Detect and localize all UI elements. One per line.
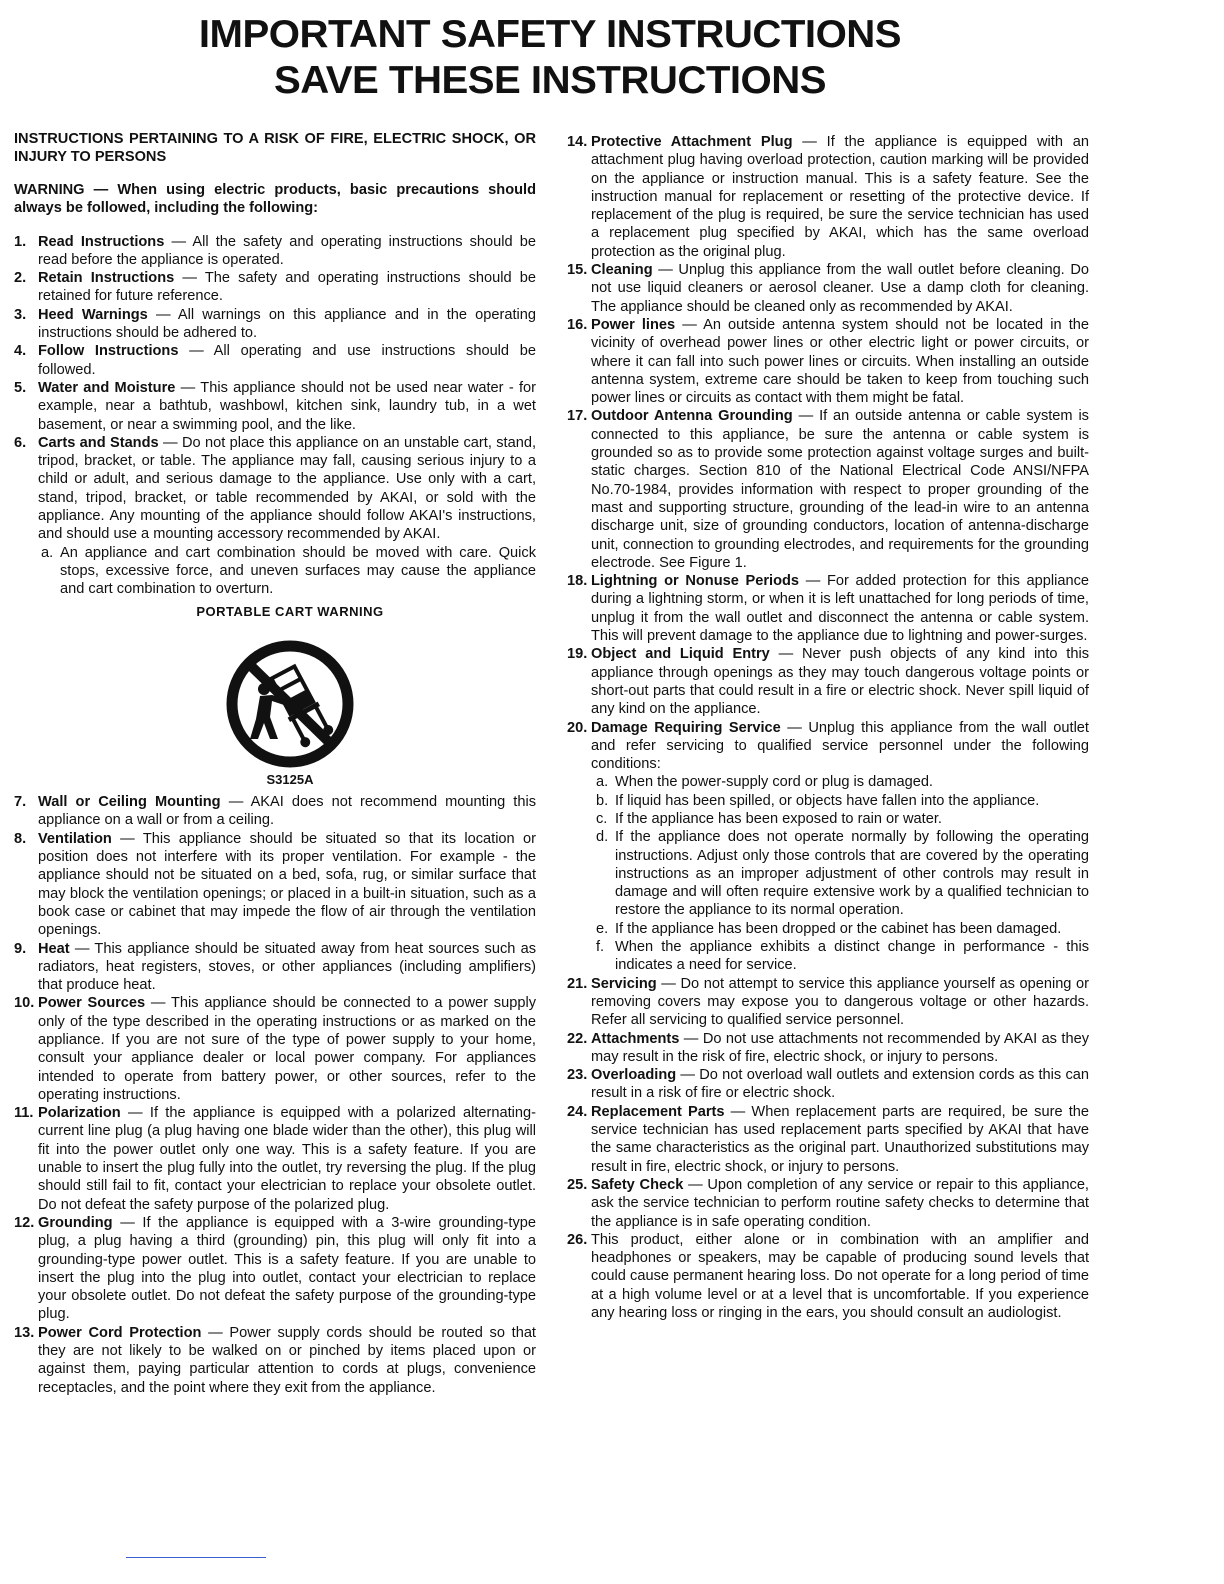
item-text: — This appliance should not be used near water - for example, near a bathtub, washbowl, kitchen sink, laundry tub, in a wet basement, or near a swimming pool, and the like. (38, 379, 537, 433)
item-number: 26. (567, 1231, 588, 1248)
item-text: — Unplug this appliance from the wall outlet and refer servicing to qualified service personnel under the following conditions: (591, 719, 1089, 773)
item-text: — Upon completion of any service or repair to this appliance, ask the service technician to perform routine safety checks to determine that the appliance is in safe operating condition. (591, 1176, 1089, 1230)
instruction-item (567, 572, 1089, 645)
instruction-item (14, 1324, 536, 1397)
item-title: Power lines (591, 316, 676, 333)
item-text: — The safety and operating instructions should be retained for future reference. (38, 270, 537, 305)
item-text: — When replacement parts are required, be sure the service technician has used replacement parts specified by AKAI that have the same characteristics as the original part. Unauthorized substitutions may result in fire, electric shock, or injury to persons. (591, 1103, 1090, 1175)
item-title: Power Sources (38, 995, 146, 1012)
item-number: 1. (14, 233, 27, 250)
sub-item (567, 810, 1089, 828)
cart-warning-caption: PORTABLE CART WARNING (196, 603, 384, 619)
item-title: Carts and Stands (38, 434, 159, 451)
instruction-item (567, 316, 1089, 407)
instruction-list-14-20 (567, 133, 1089, 773)
item-number: 25. (567, 1176, 588, 1193)
instruction-item (14, 434, 536, 544)
instruction-item (14, 793, 536, 830)
item-title: Read Instructions (38, 233, 165, 250)
instruction-item (567, 975, 1089, 1030)
right-column (567, 133, 1089, 1322)
sub-item (567, 792, 1089, 810)
item-text: — If an outside antenna or cable system is connected to this appliance, be sure the antenna or cable system is grounded so as to provide some protection against voltage surges and built-static charges. Section 810 of the National Electrical Code ANSI/NFPA No.70-1984, provides information with respect to proper grounding of the mast and supporting structure, grounding of the lead-in wire to an antenna discharge unit, size of grounding conductors, location of antenna-discharge unit, connection to grounding electrodes, and requirements for the grounding electrode. See Figure 1. (591, 408, 1089, 571)
sub-item (567, 773, 1089, 791)
instruction-item (14, 830, 536, 940)
sub-item (567, 938, 1089, 975)
section-heading: INSTRUCTIONS PERTAINING TO A RISK OF FIRE, ELECTRIC SHOCK, OR INJURY TO PERSONS (14, 131, 536, 165)
item-text: — This appliance should be situated so that its location or position does not interfere with its proper ventilation. For example - the appliance should not be situated on a bed, sofa, rug, or similar surface that may block the ventilation openings; or placed in a built-in situation, such as a book case or cabinet that may impede the flow of air through the ventilation openings. (38, 830, 536, 939)
warning-statement: WARNING — When using electric products, basic precautions should always be followed, including the following: (14, 182, 536, 217)
item-title: Retain Instructions (38, 270, 175, 287)
instruction-item (567, 1066, 1089, 1103)
item-title: Object and Liquid Entry (591, 646, 770, 663)
item-title: Overloading (591, 1067, 677, 1084)
item-text: — All operating and use instructions should be followed. (38, 343, 536, 378)
instruction-item (14, 994, 536, 1104)
item-text: — Never push objects of any kind into this appliance through openings as they may touch dangerous voltage points or short-out parts that could result in a fire or electric shock. Never spill liquid of any kind on the appliance. (591, 646, 1089, 718)
item-number: 16. (567, 316, 588, 333)
sub-item (567, 920, 1089, 938)
instruction-item (567, 1030, 1089, 1067)
item-text: — Unplug this appliance from the wall outlet before cleaning. Do not use liquid cleaners or aerosol cleaner. Use a damp cloth for cleaning. The appliance should be cleaned only as recommended by AKAI. (591, 262, 1089, 315)
instruction-item (567, 133, 1089, 261)
instruction-item (567, 1231, 1089, 1322)
cart-tipover-icon (220, 639, 360, 769)
item-number: 18. (567, 573, 588, 590)
sub-text: When the appliance exhibits a distinct change in performance - this indicates a need for service. (615, 939, 1089, 974)
cart-figure-code: S3125A (266, 771, 314, 787)
instruction-list-21-26 (567, 975, 1089, 1323)
item-number: 20. (567, 719, 588, 736)
sub-item (567, 828, 1089, 919)
sub-text: When the power-supply cord or plug is damaged. (615, 774, 933, 791)
sub-letter: a. (596, 774, 609, 791)
item-text: — Do not overload wall outlets and extension cords as this can result in a risk of fire or electric shock. (591, 1067, 1089, 1102)
instruction-item (567, 261, 1089, 316)
sub-letter: c. (596, 810, 608, 827)
item-text: — All the safety and operating instructions should be read before the appliance is operated. (38, 233, 536, 268)
sub-letter: e. (596, 920, 609, 937)
sub-letter: b. (596, 792, 609, 809)
title-line-2: SAVE THESE INSTRUCTIONS (273, 59, 827, 102)
item-title: Water and Moisture (38, 379, 176, 396)
item-title: Heed Warnings (38, 306, 148, 323)
item-title: Outdoor Antenna Grounding (591, 408, 793, 425)
item-text: — Do not use attachments not recommended by AKAI as they may result in the risk of fire, electric shock, or injury to persons. (591, 1030, 1089, 1065)
item-number: 15. (567, 262, 588, 279)
instruction-item (14, 269, 536, 306)
instruction-item (14, 233, 536, 270)
item-number: 2. (14, 270, 27, 287)
item-text: — All warnings on this appliance and in the operating instructions should be adhered to. (38, 306, 537, 342)
sub-text: If liquid has been spilled, or objects have fallen into the appliance. (615, 792, 1040, 809)
page-title (0, 12, 1100, 104)
instruction-item (14, 379, 536, 434)
item-number: 12. (14, 1214, 35, 1231)
instruction-item (567, 407, 1089, 572)
sub-text: If the appliance has been dropped or the cabinet has been damaged. (615, 920, 1062, 937)
item-text: — This appliance should be connected to a power supply only of the type described in the operating instructions or as marked on the appliance. If you are not sure of the type of power supply to your home, consult your appliance dealer or local power company. For appliances intended to operate from battery power, or other sources, refer to the operating instructions. (38, 995, 536, 1103)
item-text: — Power supply cords should be routed so that they are not likely to be walked on or pinched by items placed upon or against them, paying particular attention to cords at plugs, convenience receptacles, and the point where they exit from the appliance. (38, 1324, 536, 1396)
title-line-1: IMPORTANT SAFETY INSTRUCTIONS (198, 13, 902, 56)
item-text: — An outside antenna system should not be located in the vicinity of overhead power lines or other electric light or power circuits, or where it can fall into such power lines or circuits. When installing an outside antenna system, extreme care should be taken to keep from touching such power lines or circuits as contact with them might be fatal. (591, 316, 1089, 407)
item-number: 5. (14, 379, 27, 396)
item-text: — Do not place this appliance on an unstable cart, stand, tripod, bracket, or table. The appliance may fall, causing serious injury to a child or adult, and serious damage to the appliance. Use only with a cart, stand, tripod, bracket, or table recommended by AKAI, or sold with the appliance. Any mounting of the appliance should follow AKAI's instructions, and should use a mounting accessory recommended by AKAI. (38, 434, 536, 543)
item-text: — Do not attempt to service this appliance yourself as opening or removing covers may expose you to dangerous voltage or other hazards. Refer all servicing to qualified service personnel. (591, 975, 1089, 1029)
item-number: 11. (14, 1105, 34, 1122)
sub-letter: d. (596, 829, 609, 846)
left-column (14, 130, 536, 1397)
item-title: Damage Requiring Service (591, 719, 781, 736)
portable-cart-warning-figure (14, 603, 536, 790)
instruction-item (14, 342, 536, 379)
instruction-item (14, 1214, 536, 1324)
item-6a (14, 544, 536, 599)
instruction-item (567, 719, 1089, 774)
item-number: 10. (14, 995, 35, 1012)
sub-text: An appliance and cart combination should be moved with care. Quick stops, excessive force, and uneven surfaces may cause the appliance and cart combination to overturn. (60, 544, 536, 598)
item-number: 3. (14, 306, 27, 323)
sub-text: If the appliance has been exposed to rain or water. (615, 810, 942, 827)
item-title: Grounding (38, 1214, 113, 1231)
item-text: This product, either alone or in combination with an amplifier and headphones or speakers, may be capable of producing sound levels that could cause permanent hearing loss. Do not operate for a long period of time at a high volume level or at a level that is uncomfortable. If you experience any hearing loss or ringing in the ears, you should consult an audiologist. (591, 1231, 1089, 1321)
item-text: — If the appliance is equipped with a 3-wire grounding-type plug, a plug having a third (grounding) pin, this plug will only fit into a grounding-type power outlet. This is a safety feature. If you are unable to insert the plug into the plug into outlet, contact your electrician to replace your obsolete outlet. Do not defeat the safety purpose of the grounding-type plug. (38, 1214, 536, 1323)
item-number: 24. (567, 1103, 588, 1120)
item-title: Protective Attachment Plug (591, 134, 793, 150)
item-title: Cleaning (591, 262, 653, 279)
item-title: Wall or Ceiling Mounting (38, 794, 221, 811)
instruction-item (14, 1104, 536, 1214)
instruction-item (567, 1176, 1089, 1231)
item-title: Replacement Parts (591, 1103, 725, 1120)
item-text: — If the appliance is equipped with an attachment plug having overload protection, caution marking will be provided on the appliance or instruction manual. This is a safety feature. See the instruction manual for replacement or resetting of the protective device. If replacement of the plug is required, be sure the service technician has used a replacement plug specified by AKAI, which has the same overload protection as the original plug. (591, 134, 1089, 260)
sub-letter: a. (41, 544, 54, 561)
item-title: Ventilation (38, 830, 112, 847)
item-title: Heat (38, 940, 70, 957)
item-number: 7. (14, 794, 27, 811)
instruction-item (567, 645, 1089, 718)
item-20-conditions (567, 773, 1089, 974)
bottom-rule (126, 1557, 266, 1558)
item-title: Polarization (38, 1105, 121, 1122)
item-title: Safety Check (591, 1176, 684, 1193)
item-number: 4. (14, 343, 27, 360)
instruction-item (14, 940, 536, 995)
sub-letter: f. (596, 939, 605, 956)
item-text: — If the appliance is equipped with a polarized alternating-current line plug (a plug having one blade wider than the other), this plug will fit into the power outlet only one way. This is a safety feature. If you are unable to insert the plug fully into the outlet, try reversing the plug. If the plug should still fail to fit, contact your electrician to replace your obsolete outlet. Do not defeat the safety purpose of the polarized plug. (38, 1105, 536, 1213)
item-title: Power Cord Protection (38, 1324, 202, 1341)
instruction-list-7-13 (14, 793, 536, 1397)
item-number: 22. (567, 1030, 588, 1047)
item-number: 14. (567, 134, 588, 150)
item-number: 9. (14, 940, 27, 957)
item-title: Servicing (591, 975, 657, 992)
item-number: 23. (567, 1067, 588, 1084)
instruction-list-1-6 (14, 233, 536, 544)
instruction-item (14, 306, 536, 343)
instruction-item (567, 1103, 1089, 1176)
item-number: 17. (567, 408, 588, 425)
item-number: 21. (567, 975, 588, 992)
item-text: — AKAI does not recommend mounting this appliance on a wall or from a ceiling. (38, 794, 536, 829)
item-number: 19. (567, 646, 588, 663)
item-title: Attachments (591, 1030, 680, 1047)
item-title: Follow Instructions (38, 343, 179, 360)
item-number: 6. (14, 434, 27, 451)
item-text: — This appliance should be situated away from heat sources such as radiators, heat registers, stoves, or other appliances (including amplifiers) that produce heat. (38, 940, 536, 994)
item-number: 13. (14, 1324, 35, 1341)
sub-text: If the appliance does not operate normally by following the operating instructions. Adjust only those controls that are covered by the operating instructions as an improper adjustment of other controls may result in damage and will often require extensive work by a qualified technician to restore the appliance to its normal operation. (615, 829, 1089, 919)
item-number: 8. (14, 830, 27, 847)
item-text: — For added protection for this appliance during a lightning storm, or when it is left unattached for long periods of time, unplug it from the wall outlet and disconnect the antenna or cable system. This will prevent damage to the appliance due to lightning and power-surges. (591, 573, 1089, 645)
item-title: Lightning or Nonuse Periods (591, 573, 800, 590)
